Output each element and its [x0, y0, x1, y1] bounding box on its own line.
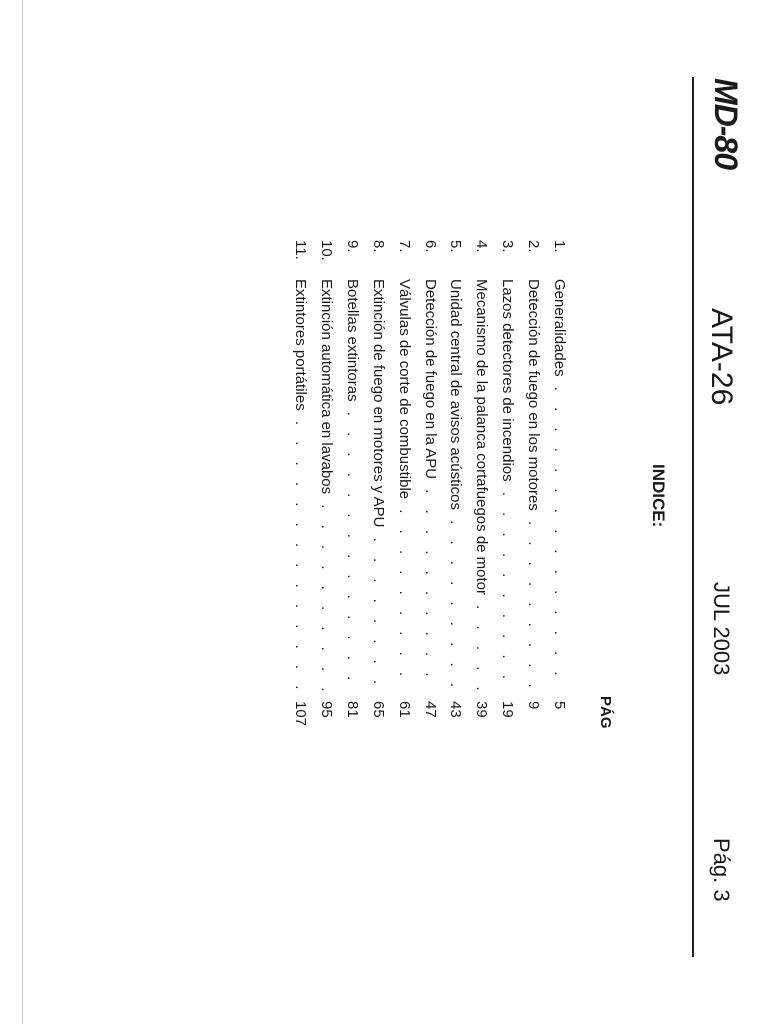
- toc-entry: [518, 240, 544, 740]
- toc-page: 47: [421, 701, 439, 718]
- page-number: Pág. 3: [709, 838, 734, 902]
- toc-page: 107: [292, 701, 310, 727]
- index-title: INDICE:: [649, 464, 668, 528]
- toc-page: 9: [525, 701, 543, 710]
- toc-page: 5: [551, 701, 568, 710]
- toc-entry: [363, 240, 389, 740]
- toc-number: 11.: [292, 240, 310, 260]
- toc-title: Detección de fuego en los motores . .: [522, 279, 544, 691]
- toc-number: 9.: [343, 240, 361, 253]
- toc-number: 4.: [473, 240, 491, 253]
- toc-title: Generalidades . .: [548, 279, 570, 691]
- page-column-title: PÁG: [597, 696, 614, 729]
- toc-page: 61: [395, 701, 413, 718]
- toc-entry: [337, 240, 363, 740]
- toc-number: 6.: [421, 240, 439, 253]
- toc-entry: [492, 240, 518, 740]
- toc-number: 3.: [499, 240, 517, 253]
- toc-title: Válvulas de corte de combustible . .: [393, 279, 415, 691]
- toc-number: 10.: [317, 240, 335, 261]
- toc-page: 19: [499, 701, 517, 718]
- toc-number: 8.: [369, 240, 387, 253]
- toc-page: 43: [447, 701, 465, 718]
- toc-page: 39: [473, 701, 491, 718]
- toc-number: 5.: [447, 240, 465, 253]
- toc-title: Lazos detectores de incendios . .: [496, 279, 518, 691]
- toc-number: 2.: [525, 240, 543, 253]
- toc-entry: [466, 240, 492, 740]
- document-date: JUL 2003: [709, 582, 734, 676]
- toc-title: Extinción automática en lavabos . .: [315, 279, 337, 691]
- toc-entry: [389, 240, 415, 740]
- toc-title: Mecanismo de la palanca cortafuegos de motor . .: [470, 279, 492, 691]
- toc-title: Botellas extintoras . .: [341, 279, 363, 691]
- toc-entry: [441, 240, 467, 740]
- toc-page: 81: [343, 701, 361, 718]
- toc-page: 95: [317, 701, 335, 718]
- toc-title: Extinción de fuego en motores y APU . .: [367, 279, 389, 691]
- toc-page: 65: [369, 701, 387, 718]
- toc-title: Extintores portátiles . .: [289, 279, 311, 691]
- toc-number: 7.: [395, 240, 413, 253]
- aircraft-model: MD-80: [708, 78, 744, 170]
- toc-entry: [415, 240, 441, 740]
- header-rule: [692, 77, 694, 957]
- ata-chapter: ATA-26: [705, 308, 738, 406]
- toc-title: Detección de fuego en la APU . .: [419, 279, 441, 691]
- toc-number: 1.: [551, 240, 568, 253]
- toc-entry: [311, 240, 337, 740]
- table-of-contents: [285, 240, 570, 740]
- toc-title: Unidad central de avisos acústicos . .: [444, 279, 466, 691]
- toc-entry: [285, 240, 311, 740]
- toc-entry: [544, 240, 570, 740]
